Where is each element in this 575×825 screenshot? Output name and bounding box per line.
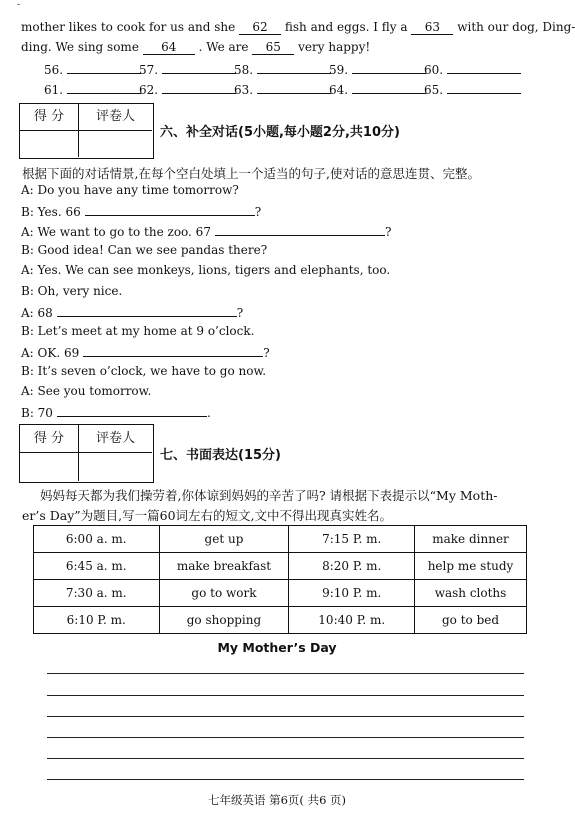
answer-item <box>424 61 521 77</box>
writing-line[interactable] <box>47 779 524 780</box>
schedule-time: 6:45 a. m. <box>34 553 160 580</box>
dialogue-line <box>21 384 151 398</box>
answer-blank[interactable] <box>257 61 331 74</box>
passage-text: ding. We sing some <box>21 40 139 54</box>
answer-item <box>424 81 521 97</box>
dialogue-line <box>21 183 239 197</box>
section6-title: 六、补全对话(5小题,每小题2分,共10分) <box>160 125 400 140</box>
dialogue-blank[interactable] <box>57 304 237 317</box>
schedule-time: 9:10 P. m. <box>289 580 415 607</box>
answer-blank[interactable] <box>447 61 521 74</box>
dialogue-line <box>21 404 211 420</box>
answer-number: 59. <box>329 63 349 77</box>
dialogue-blank[interactable] <box>57 404 207 417</box>
score-box <box>19 103 154 159</box>
dialogue-text: A: We want to go to the zoo. 67 <box>21 225 211 239</box>
dialogue-line <box>21 304 243 320</box>
grader-label: 评卷人 <box>79 425 152 453</box>
dialogue-text: A: OK. 69 <box>21 346 80 360</box>
dialogue-line <box>21 344 270 360</box>
answer-blank[interactable] <box>447 81 521 94</box>
dialogue-text: B: Good idea! Can we see pandas there? <box>21 243 268 257</box>
schedule-activity: get up <box>159 526 289 553</box>
dialogue-text: B: 70 <box>21 406 53 420</box>
schedule-time: 10:40 P. m. <box>289 607 415 634</box>
schedule-table <box>33 525 527 634</box>
schedule-time: 6:00 a. m. <box>34 526 160 553</box>
score-input[interactable] <box>20 453 79 481</box>
corner-mark: - <box>17 0 21 10</box>
answer-item <box>44 81 141 97</box>
dialogue-line <box>21 284 122 298</box>
dialogue-end-punct: ? <box>236 306 244 320</box>
schedule-activity: wash cloths <box>415 580 527 607</box>
schedule-activity: help me study <box>415 553 527 580</box>
answer-number: 63. <box>234 83 254 97</box>
dialogue-line <box>21 364 266 378</box>
passage-text: . We are <box>198 40 249 54</box>
writing-line[interactable] <box>47 716 524 717</box>
schedule-row <box>34 553 527 580</box>
answer-blank[interactable] <box>162 61 236 74</box>
answer-number: 57. <box>139 63 159 77</box>
dialogue-blank[interactable] <box>83 344 263 357</box>
dialogue-line <box>21 223 391 239</box>
schedule-activity: go to work <box>159 580 289 607</box>
dialogue-text: B: Oh, very nice. <box>21 284 123 298</box>
answer-number: 60. <box>424 63 444 77</box>
passage-text: fish and eggs. I fly a <box>284 20 408 34</box>
dialogue-blank[interactable] <box>215 223 385 236</box>
schedule-activity: go to bed <box>415 607 527 634</box>
grader-label: 评卷人 <box>79 104 152 131</box>
answer-item <box>329 61 426 77</box>
section7-instruction-1: 妈妈每天都为我们操劳着,你体谅到妈妈的辛苦了吗? 请根据下表提示以“My Moth- <box>40 488 498 503</box>
answer-number: 65. <box>424 83 444 97</box>
schedule-row <box>34 607 527 634</box>
writing-line[interactable] <box>47 758 524 759</box>
answer-item <box>234 61 331 77</box>
answer-number: 61. <box>44 83 64 97</box>
dialogue-text: A: 68 <box>21 306 53 320</box>
answer-number: 56. <box>44 63 64 77</box>
dialogue-text: A: Yes. We can see monkeys, lions, tigers and elephants, too. <box>21 263 391 277</box>
dialogue-line <box>21 324 254 338</box>
answer-item <box>139 61 236 77</box>
section7-title: 七、书面表达(15分) <box>160 448 281 463</box>
schedule-time: 7:15 P. m. <box>289 526 415 553</box>
answer-blank[interactable] <box>352 61 426 74</box>
schedule-activity: make dinner <box>415 526 527 553</box>
score-input[interactable] <box>20 131 79 157</box>
passage-line-2 <box>21 40 370 55</box>
answer-number: 62. <box>139 83 159 97</box>
score-label: 得 分 <box>20 425 79 453</box>
answer-item <box>139 81 236 97</box>
schedule-row <box>34 526 527 553</box>
answer-blank[interactable] <box>67 61 141 74</box>
dialogue-text: B: Let’s meet at my home at 9 o’clock. <box>21 324 255 338</box>
schedule-activity: go shopping <box>159 607 289 634</box>
schedule-activity: make breakfast <box>159 553 289 580</box>
passage-text: very happy! <box>298 40 371 54</box>
schedule-row <box>34 580 527 607</box>
blank-65[interactable]: 65 <box>252 40 294 55</box>
dialogue-end-punct: ? <box>263 346 270 360</box>
writing-line[interactable] <box>47 673 524 674</box>
grader-input[interactable] <box>79 131 152 157</box>
answer-blank[interactable] <box>257 81 331 94</box>
passage-line-1 <box>21 20 575 35</box>
essay-title: My Mother’s Day <box>217 640 337 655</box>
dialogue-text: B: Yes. 66 <box>21 205 81 219</box>
blank-63[interactable]: 63 <box>411 20 453 35</box>
blank-64[interactable]: 64 <box>143 40 195 55</box>
score-box-2 <box>19 424 154 483</box>
writing-line[interactable] <box>47 695 524 696</box>
section7-instruction-2: er’s Day”为题目,写一篇60词左右的短文,文中不得出现真实姓名。 <box>22 508 393 523</box>
dialogue-text: A: See you tomorrow. <box>21 384 152 398</box>
passage-text: with our dog, Ding- <box>457 20 575 34</box>
dialogue-text: B: It’s seven o’clock, we have to go now. <box>21 364 267 378</box>
dialogue-text: A: Do you have any time tomorrow? <box>21 183 239 197</box>
answer-blank[interactable] <box>67 81 141 94</box>
answer-blank[interactable] <box>162 81 236 94</box>
section6-instruction: 根据下面的对话情景,在每个空白处填上一个适当的句子,使对话的意思连贯、完整。 <box>22 166 480 181</box>
dialogue-line <box>21 263 390 277</box>
dialogue-end-punct: . <box>206 406 211 420</box>
answer-item <box>329 81 426 97</box>
answer-blank[interactable] <box>352 81 426 94</box>
blank-62[interactable]: 62 <box>239 20 281 35</box>
dialogue-line <box>21 203 261 219</box>
answer-item <box>44 61 141 77</box>
schedule-time: 6:10 P. m. <box>34 607 160 634</box>
writing-line[interactable] <box>47 737 524 738</box>
schedule-time: 7:30 a. m. <box>34 580 160 607</box>
dialogue-end-punct: ? <box>384 225 392 239</box>
passage-text: mother likes to cook for us and she <box>21 20 236 34</box>
grader-input[interactable] <box>79 453 152 481</box>
answer-item <box>234 81 331 97</box>
page-footer: 七年级英语 第6页( 共6 页) <box>207 793 347 807</box>
dialogue-end-punct: ? <box>254 205 262 219</box>
score-label: 得 分 <box>20 104 79 131</box>
answer-number: 64. <box>329 83 349 97</box>
schedule-time: 8:20 P. m. <box>289 553 415 580</box>
dialogue-line <box>21 243 267 257</box>
answer-number: 58. <box>234 63 254 77</box>
dialogue-blank[interactable] <box>85 203 255 216</box>
